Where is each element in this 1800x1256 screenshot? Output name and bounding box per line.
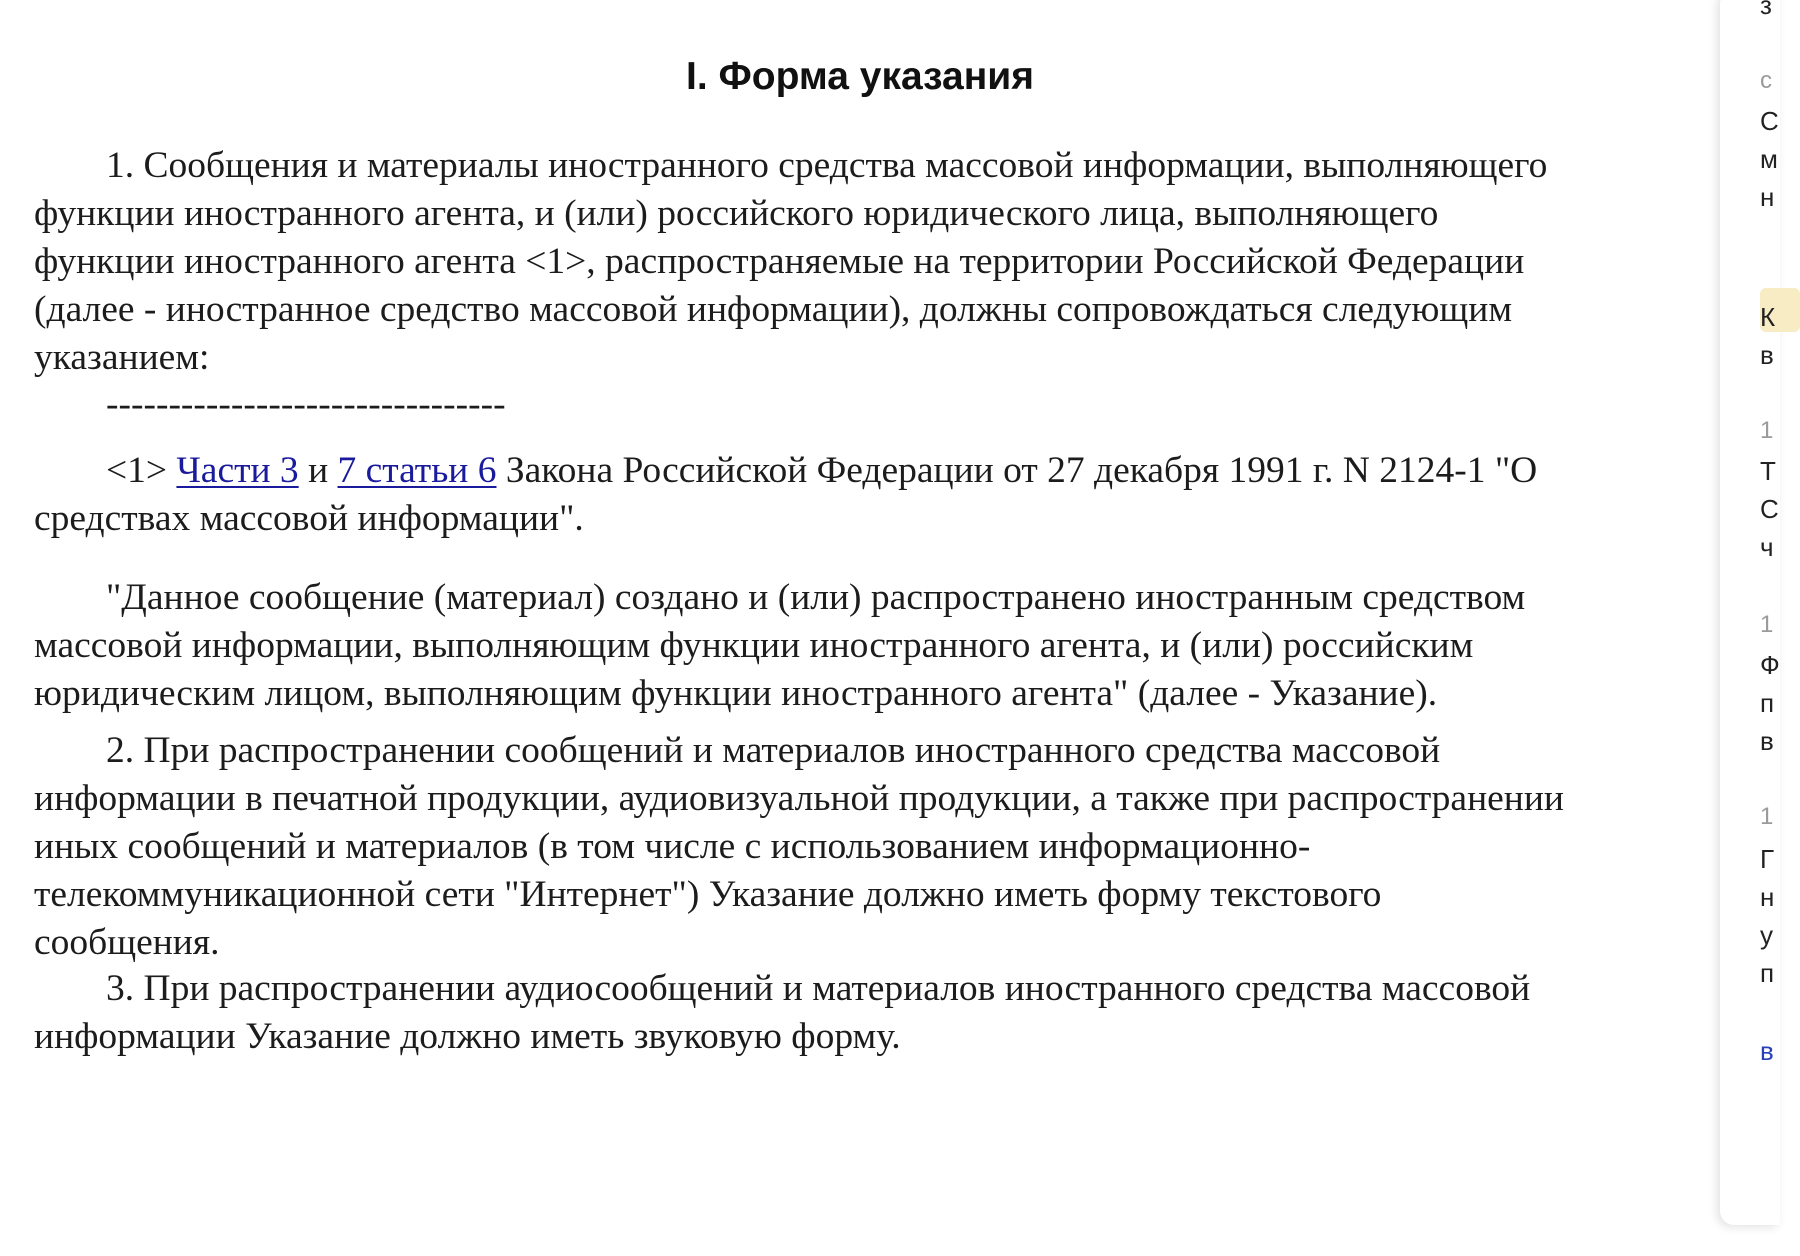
sidebar-fragment: в [1760,340,1774,370]
sidebar-item-title[interactable]: К [1760,302,1776,332]
sidebar-fragment: ч [1760,532,1774,562]
footnote-marker: <1> [106,450,177,491]
paragraph-line: указанием: [34,337,210,378]
sidebar-item-title[interactable]: С [1760,106,1779,136]
paragraph-line: сообщения. [34,922,220,963]
paragraph-line: функции иностранного агента, и (или) российского юридического лица, выполняющего [34,193,1439,234]
sidebar-fragment: в [1760,726,1774,756]
paragraph-line: иных сообщений и материалов (в том числе с использованием информационно- [34,826,1311,867]
sidebar-fragment: н [1760,882,1775,912]
sidebar-fragment: н [1760,182,1775,212]
sidebar-fragment: у [1760,920,1773,950]
sidebar-item-title[interactable]: Г [1760,844,1775,874]
sidebar-fragment: С [1760,494,1779,524]
footnote-line: средствах массовой информации". [34,498,584,539]
paragraph-line: (далее - иностранное средство массовой информации), должны сопровождаться следующим [34,289,1513,330]
law-article-6-link[interactable]: 7 статьи 6 [337,450,497,491]
paragraph-line: юридическим лицом, выполняющим функции иностранного агента" (далее - Указание). [34,673,1438,714]
paragraph-line: 1. Сообщения и материалы иностранного средства массовой информации, выполняющего [106,145,1548,186]
footnote-text: Закона Российской Федерации от 27 декабря 1991 г. N 2124-1 "О [496,450,1538,491]
paragraph-3 [34,965,1694,1061]
notice-text-paragraph [34,574,1694,718]
section-heading: I. Форма указания [685,55,1034,98]
sidebar-item-title[interactable]: Ф [1760,650,1780,680]
law-part-3-link[interactable]: Части 3 [176,450,299,491]
paragraph-line: массовой информации, выполняющим функции иностранного агента, и (или) российским [34,625,1474,666]
footnote-line [34,447,1694,495]
paragraph-line: 2. При распространении сообщений и материалов иностранного средства массовой [106,730,1441,771]
paragraph-2 [34,727,1694,967]
sidebar-more-link[interactable]: в [1760,1036,1774,1066]
paragraph-line: функции иностранного агента <1>, распространяемые на территории Российской Федерации [34,241,1525,282]
paragraph-line: информации в печатной продукции, аудиовизуальной продукции, а также при распространении [34,778,1564,819]
separator-line: -------------------------------- [106,384,506,425]
sidebar-fragment: п [1760,688,1775,718]
related-panel-sidebar [1720,0,1780,1225]
footnote-conj: и [298,450,338,491]
paragraph-line: 3. При распространении аудиосообщений и материалов иностранного средства массовой [106,968,1531,1009]
sidebar-item-title[interactable]: Т [1760,456,1776,486]
paragraph-line: информации Указание должно иметь звуковую форму. [34,1016,901,1057]
sidebar-fragment: с [1760,67,1772,94]
sidebar-fragment: п [1760,958,1775,988]
footnote [34,447,1694,543]
sidebar-item-number: 1 [1760,803,1774,830]
paragraph-line: "Данное сообщение (материал) создано и (или) распространено иностранным средством [106,577,1526,618]
sidebar-fragment: м [1760,144,1778,174]
paragraph-line: телекоммуникационной сети "Интернет") Указание должно иметь форму текстового [34,874,1382,915]
footnote-separator [34,381,1694,429]
paragraph-1 [34,142,1694,382]
sidebar-item-number: 1 [1760,611,1774,638]
sidebar-item-number: 1 [1760,417,1774,444]
sidebar-fragment: з [1760,0,1772,20]
